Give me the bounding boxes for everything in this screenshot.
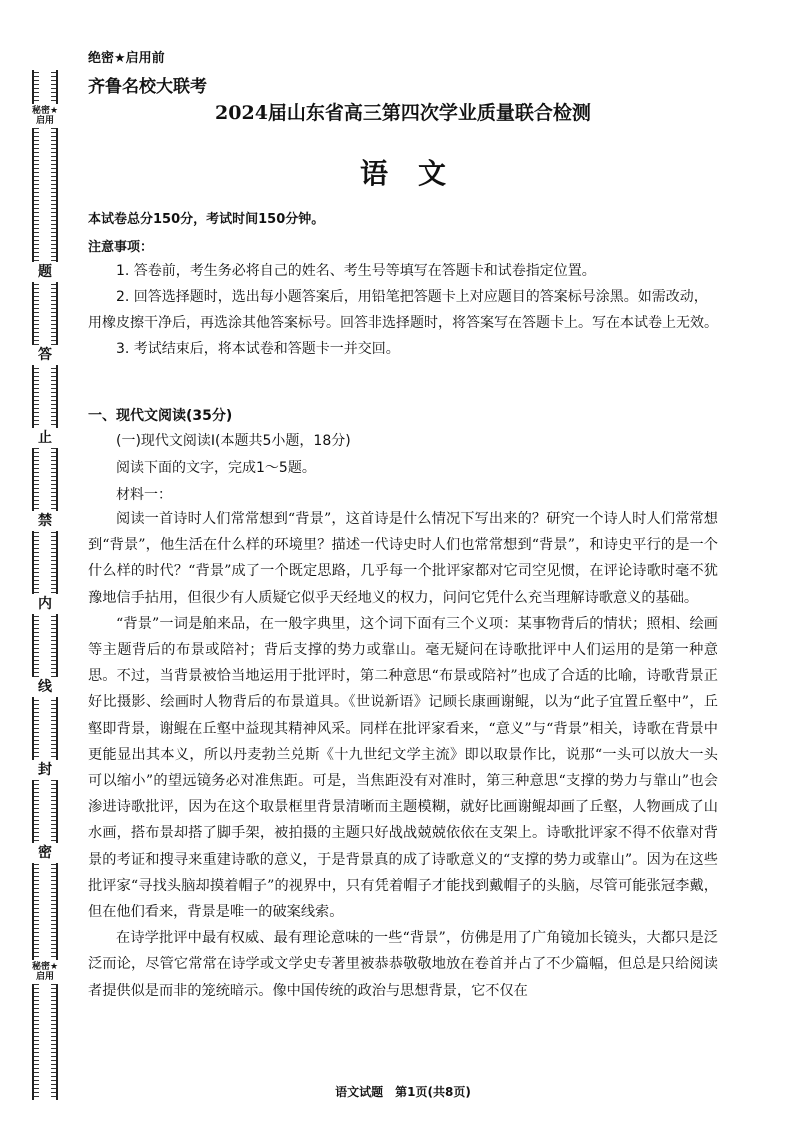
page-footer: 语文试题 第1页(共8页) — [335, 1085, 471, 1099]
margin-word-zhi: 止 — [28, 428, 62, 448]
margin-word-feng: 封 — [28, 760, 62, 780]
notice-item: 3. 考试结束后，将本试卷和答题卡一并交回。 — [116, 341, 400, 357]
section-heading: 一、现代文阅读(35分) — [88, 408, 233, 424]
passage-paragraph: 在诗学批评中最有权威、最有理论意味的一些“背景”，仿佛是用了广角镜加长镜头，大都只是泛泛而论，尽管它常常在诗学或文学史专著里被恭恭敬敬地放在卷首并占了不少篇幅，但总是只给阅读者提供似是而非的笼统暗示。像中国传统的政治与思想背景，它不仅在 — [88, 930, 718, 999]
passage-paragraph: 阅读一首诗时人们常常想到“背景”，这首诗是什么情况下写出来的？研究一个诗人时人们常常想到“背景”，他生活在什么样的环境里？描述一代诗史时人们也常常想到“背景”，和诗史平行的是一个什么样的时代？“背景”成了一个既定思路，几乎每一个批评家都对它司空见惯，在评论诗歌时毫不犹豫地信手拈用，但很少有人质疑它似乎天经地义的权力，问问它凭什么充当理解诗歌意义的基础。 — [88, 511, 718, 606]
margin-word-mi: 密 — [28, 843, 62, 863]
notice-heading: 注意事项： — [88, 240, 154, 255]
union-name: 齐鲁名校大联考 — [88, 77, 207, 97]
passage-paragraph: “背景”一词是舶来品，在一般字典里，这个词下面有三个义项：某事物背后的情状；照相、绘画等主题背后的布景或陪衬；背后支撑的势力或靠山。毫无疑问在诗歌批评中人们运用的是第一种意思。不过，当背景被恰当地运用于批评时，第二种意思“布景或陪衬”也成了合适的比喻，诗歌背景正好比摄影、绘画时人物背后的布景道具。《世说新语》记顾长康画谢鲲，以为“此子宜置丘壑中”，丘壑即背景，谢鲲在丘壑中益现其精神风采。同样在批评家看来，“意义”与“背景”相关，诗歌在背景中更能显出其本义，所以丹麦勃兰兑斯《十九世纪文学主流》即以取景作比，说那“一头可以放大一头可以缩小”的望远镜务必对准焦距。可是，当焦距没有对准时，第三种意思“支撑的势力与靠山”也会渗进诗歌批评，因为在这个取景框里背景清晰而主题模糊，就好比画谢鲲却画了丘壑，人物画成了山水画，搭布景却搭了脚手架，被拍摄的主题只好战战兢兢依依在支架上。诗歌批评家不得不依靠对背景的考证和搜寻来重建诗歌的意义，于是背景真的成了诗歌意义的“支撑的势力或靠山”。因为在这些批评家“寻找头脑却摸着帽子”的视界中，只有凭着帽子才能找到戴帽子的头脑，尽管可能张冠李戴，但在他们看来，背景是唯一的破案线索。 — [88, 615, 718, 921]
exam-title: 2024届山东省高三第四次学业质量联合检测 — [215, 102, 591, 124]
subject-title: 语文 — [359, 157, 476, 190]
reading-instruction: 阅读下面的文字，完成1～5题。 — [116, 460, 316, 476]
margin-word-jin: 禁 — [28, 511, 62, 531]
margin-bottom-note: 秘密★启用 — [28, 960, 62, 984]
binding-margin-strip — [32, 70, 58, 1100]
margin-word-xian: 线 — [28, 677, 62, 697]
margin-top-note: 秘密★启用 — [28, 104, 62, 128]
reading-passage — [88, 506, 718, 1004]
subsection-heading: (一)现代文阅读Ⅰ(本题共5小题，18分) — [116, 433, 351, 449]
notice-list — [88, 258, 718, 362]
margin-word-nei: 内 — [28, 594, 62, 614]
margin-word-ti: 题 — [28, 262, 62, 282]
material-label: 材料一： — [116, 487, 172, 503]
secret-label: 绝密★启用前 — [88, 51, 165, 66]
notice-item: 1. 答卷前，考生务必将自己的姓名、考生号等填写在答题卡和试卷指定位置。 — [116, 263, 596, 279]
notice-item: 2. 回答选择题时，选出每小题答案后，用铅笔把答题卡上对应题目的答案标号涂黑。如需改动，用橡皮擦干净后，再选涂其他答案标号。回答非选择题时，将答案写在答题卡上。写在本试卷上无效。 — [88, 289, 718, 331]
exam-intro: 本试卷总分150分，考试时间150分钟。 — [88, 212, 325, 227]
margin-word-da: 答 — [28, 345, 62, 365]
